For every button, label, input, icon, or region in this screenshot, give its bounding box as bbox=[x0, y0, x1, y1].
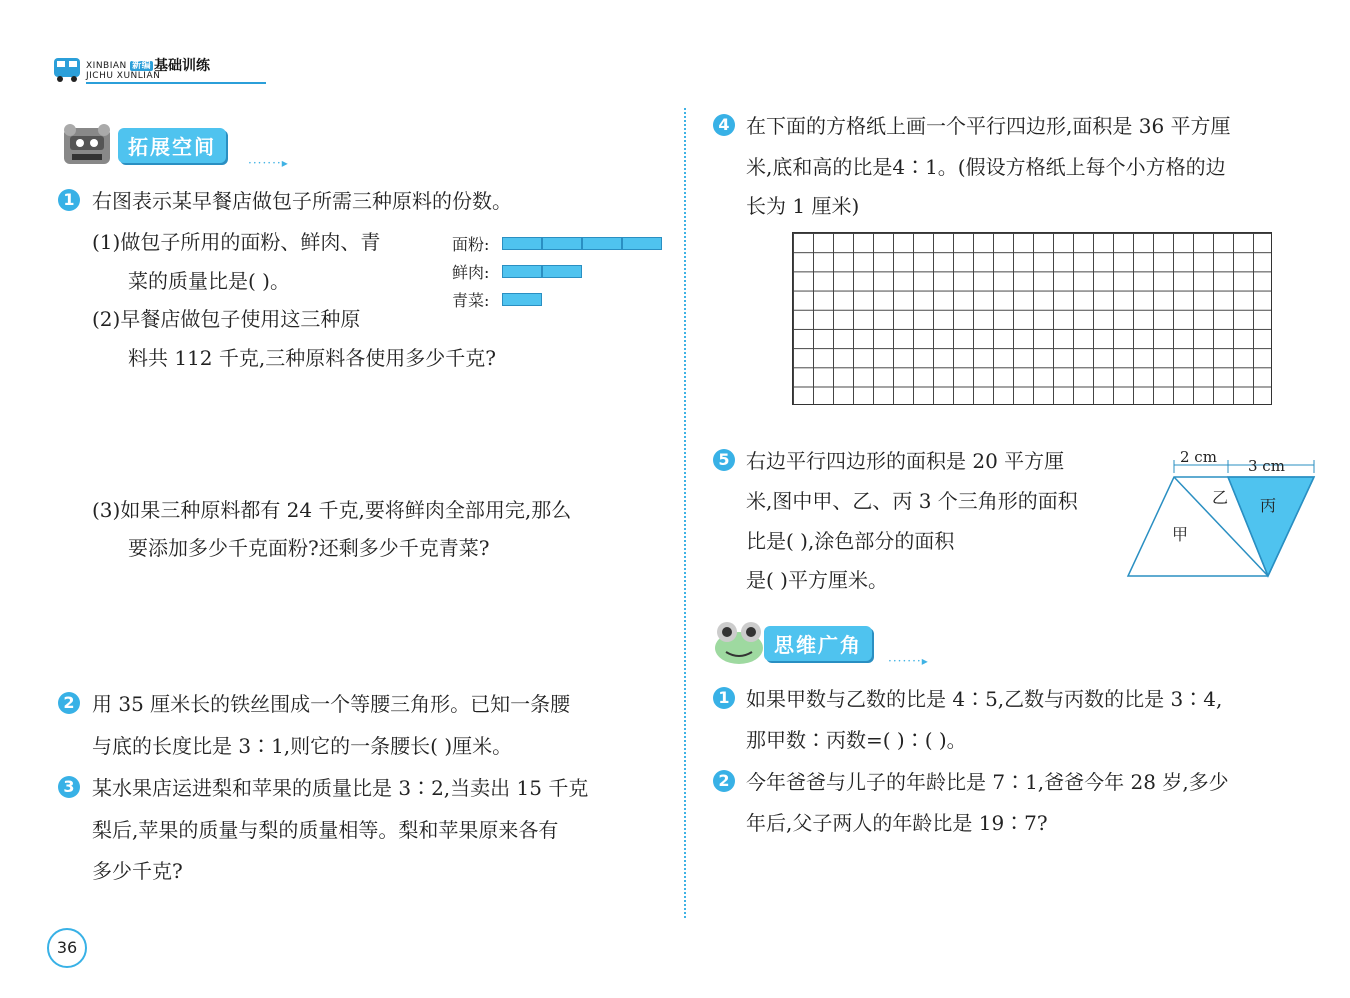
bar-label-vegetable: 青菜: bbox=[452, 291, 490, 310]
q4-line2: 米,底和高的比是4∶1。(假设方格纸上每个小方格的边 bbox=[746, 155, 1226, 179]
bar-segment bbox=[542, 265, 582, 278]
logo-badge: 新编 bbox=[132, 61, 152, 71]
q3-line3: 多少千克? bbox=[92, 859, 183, 883]
question-number-1: 1 bbox=[58, 189, 80, 211]
ingredient-bar-chart bbox=[450, 232, 665, 310]
logo-underline bbox=[86, 82, 266, 84]
logo-top-text: XINBIAN bbox=[86, 61, 127, 71]
triangle-label-a: 甲 bbox=[1172, 525, 1189, 544]
question-number-5: 5 bbox=[713, 449, 735, 471]
bus-icon bbox=[52, 56, 82, 84]
bar-segment bbox=[582, 237, 622, 250]
q5-line4: 是( )平方厘米。 bbox=[746, 568, 888, 592]
q5-line3: 比是( ),涂色部分的面积 bbox=[746, 529, 955, 553]
logo-title: 基础训练 bbox=[154, 58, 210, 74]
section-title-left: 拓展空间 bbox=[118, 128, 226, 163]
question-number-3: 3 bbox=[58, 776, 80, 798]
q1-stem: 右图表示某早餐店做包子所需三种原料的份数。 bbox=[92, 189, 512, 213]
bar-label-meat: 鲜肉: bbox=[452, 263, 490, 282]
bar-segment bbox=[502, 265, 542, 278]
q1-part1-line1: (1)做包子所用的面粉、鲜肉、青 bbox=[92, 230, 381, 254]
q2-line2: 与底的长度比是 3∶1,则它的一条腰长( )厘米。 bbox=[92, 734, 513, 758]
banner-dots: ·······▸ bbox=[248, 156, 289, 170]
q4-line1: 在下面的方格纸上画一个平行四边形,面积是 36 平方厘 bbox=[746, 114, 1231, 138]
parallelogram-figure bbox=[1120, 445, 1320, 583]
triangle-label-c: 丙 bbox=[1260, 496, 1277, 515]
logo-bottom-text: JICHU XUNLIAN bbox=[86, 71, 161, 81]
section-title-right: 思维广角 bbox=[764, 626, 872, 661]
bar-segment bbox=[502, 237, 542, 250]
t1-line1: 如果甲数与乙数的比是 4∶5,乙数与丙数的比是 3∶4, bbox=[746, 687, 1223, 711]
bar-segment bbox=[542, 237, 582, 250]
graph-paper-grid[interactable] bbox=[792, 232, 1272, 405]
page-divider bbox=[684, 108, 686, 918]
q1-part2-line1: (2)早餐店做包子使用这三种原 bbox=[92, 307, 361, 331]
question-number-2: 2 bbox=[58, 692, 80, 714]
shaded-triangle bbox=[1228, 477, 1314, 576]
bar-label-flour: 面粉: bbox=[452, 235, 490, 254]
frog-mascot-icon bbox=[712, 618, 766, 666]
q3-line2: 梨后,苹果的质量与梨的质量相等。梨和苹果原来各有 bbox=[92, 818, 559, 842]
dimension-label-left: 2 cm bbox=[1180, 448, 1217, 466]
t2-line2: 年后,父子两人的年龄比是 19∶7? bbox=[746, 811, 1048, 835]
question-number-4: 4 bbox=[713, 114, 735, 136]
q2-line1: 用 35 厘米长的铁丝围成一个等腰三角形。已知一条腰 bbox=[92, 692, 571, 716]
section-banner-expansion bbox=[58, 122, 289, 170]
q1-part1-line2: 菜的质量比是( )。 bbox=[128, 269, 290, 293]
thinking-question-number-2: 2 bbox=[713, 770, 735, 792]
q5-line2: 米,图中甲、乙、丙 3 个三角形的面积 bbox=[746, 489, 1078, 513]
bar-segment bbox=[502, 293, 542, 306]
q1-part3-line1: (3)如果三种原料都有 24 千克,要将鲜肉全部用完,那么 bbox=[92, 498, 572, 522]
robot-mascot-icon bbox=[58, 122, 116, 168]
page-number: 36 bbox=[47, 928, 87, 968]
section-banner-thinking bbox=[712, 616, 929, 668]
bar-segment bbox=[622, 237, 662, 250]
triangle-label-b: 乙 bbox=[1212, 488, 1229, 507]
q5-line1: 右边平行四边形的面积是 20 平方厘 bbox=[746, 449, 1065, 473]
thinking-question-number-1: 1 bbox=[713, 687, 735, 709]
q4-line3: 长为 1 厘米) bbox=[746, 194, 860, 218]
t2-line1: 今年爸爸与儿子的年龄比是 7∶1,爸爸今年 28 岁,多少 bbox=[746, 770, 1229, 794]
t1-line2: 那甲数∶丙数=( )∶( )。 bbox=[746, 728, 967, 752]
q3-line1: 某水果店运进梨和苹果的质量比是 3∶2,当卖出 15 千克 bbox=[92, 776, 589, 800]
header-logo bbox=[52, 54, 232, 86]
banner-dots: ·······▸ bbox=[888, 654, 929, 668]
dimension-label-right: 3 cm bbox=[1248, 457, 1285, 475]
q1-part2-line2: 料共 112 千克,三种原料各使用多少千克? bbox=[128, 346, 496, 370]
q1-part3-line2: 要添加多少千克面粉?还剩多少千克青菜? bbox=[128, 536, 490, 560]
